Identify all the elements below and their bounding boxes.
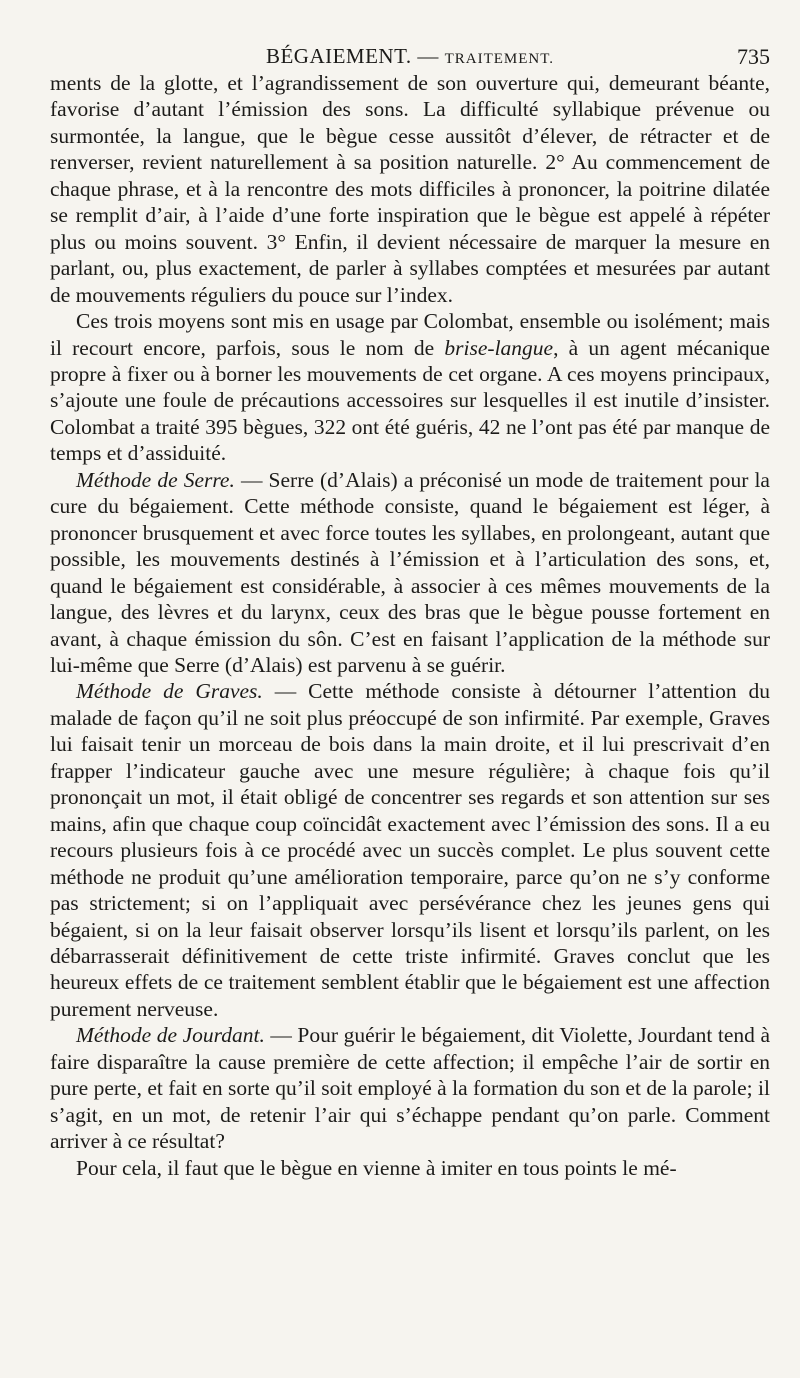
paragraph-methode-serre: [50, 467, 770, 679]
paragraph-text-after: , à un agent mécanique propre à fixer ou à borner les mouvements de cet organe. A ces moyens principaux, s’ajoute une foule de précautions accessoires sur lesquelles il est inutile d’insister. Colombat a traité 395 bègues, 322 ont été guéris, 42 ne l’ont pas été par manque de temps et d’assiduité.: [50, 335, 770, 466]
running-title-dash: —: [411, 44, 445, 68]
section-run-in-heading: Méthode de Jourdant.: [76, 1023, 265, 1048]
paragraph-text: — Serre (d’Alais) a préconisé un mode de traitement pour la cure du bégaiement. Cette méthode consiste, quand le bégaiement est léger, à prononcer brusquement et avec force toutes les syllabes, en prolongeant, autant que possible, les mouvements destinés à l’émission et à l’articulation des sons, et, quand le bégaiement est considérable, à associer à ces mêmes mouvements de la langue, des lèvres et du larynx, ceux des bras que le bègue pousse fortement en avant, à chaque émission du sôn. C’est en faisant l’application de la méthode sur lui-même que Serre (d’Alais) est parvenu à se guérir.: [50, 467, 770, 677]
inline-italic-term: brise-langue: [444, 335, 554, 360]
running-title-main: BÉGAIEMENT.: [265, 44, 412, 68]
page-number: 735: [737, 44, 770, 69]
paragraph-methode-graves: [50, 678, 770, 1022]
section-run-in-heading: Méthode de Graves.: [76, 679, 263, 704]
paragraph-text: — Pour guérir le bégaiement, dit Violette, Jourdant tend à faire disparaître la cause première de cette affection; il empêche l’air de sortir en pure perte, et fait en sorte qu’il soit employé à la formation du son et de la parole; il s’agit, en un mot, de retenir l’air qui s’échappe pendant qu’on parle. Comment arriver à ce résultat?: [50, 1023, 770, 1154]
running-title-subtitle: TRAITEMENT.: [444, 51, 555, 67]
paragraph-text: Pour cela, il faut que le bègue en vienne à imiter en tous points le mé-: [76, 1155, 677, 1180]
section-run-in-heading: Méthode de Serre.: [76, 467, 235, 492]
paragraph-continuation: [50, 70, 770, 308]
running-head: [50, 34, 770, 70]
paragraph-text: — Cette méthode consiste à détourner l’attention du malade de façon qu’il ne soit plus préoccupé de son infirmité. Par exemple, Graves lui faisait tenir un morceau de bois dans la main droite, et il lui prescrivait d’en frapper l’indicateur gauche avec une mesure régulière; à chaque fois qu’il prononçait un mot, il était obligé de concentrer ses regards et son attention sur ses mains, afin que chaque coup coïncidât exactement avec l’émission des sons. Il a eu recours plusieurs fois à ce procédé avec un succès complet. Le plus souvent cette méthode ne produit qu’une amélioration temporaire, parce qu’on ne s’y conforme pas strictement; si on l’appliquait avec persévérance chez les jeunes gens qui bégaient, si on la leur faisait observer lorsqu’ils lisent et lorsqu’ils parlent, on les débarrasserait définitivement de cette triste infirmité. Graves conclut que les heureux effets de ce traitement semblent établir que le bégaiement est une affection purement nerveuse.: [50, 679, 770, 1021]
body-text: [50, 70, 770, 1181]
running-title: [50, 44, 770, 69]
paragraph-final: [50, 1155, 770, 1181]
paragraph-text: Ces trois moyens sont mis en usage par Colombat, ensemble ou isolément; mais il recourt encore, parfois, sous le nom de: [50, 309, 770, 360]
paragraph-text: ments de la glotte, et l’agrandissement de son ouverture qui, demeurant béante, favorise d’autant l’émission des sons. La difficulté syllabique prévenue ou surmontée, la langue, que le bègue cesse aussitôt d’élever, de rétracter et de renverser, revient naturellement à sa position naturelle. 2° Au commencement de chaque phrase, et à la rencontre des mots difficiles à prononcer, la poitrine dilatée se remplit d’air, à l’aide d’une forte inspiration que le bègue est appelé à répéter plus ou moins souvent. 3° Enfin, il devient nécessaire de marquer la mesure en parlant, ou, plus exactement, de parler à syllabes comptées et mesurées par autant de mouvements réguliers du pouce sur l’index.: [50, 71, 770, 307]
paragraph-colombat: [50, 308, 770, 467]
paragraph-methode-jourdant: [50, 1022, 770, 1154]
